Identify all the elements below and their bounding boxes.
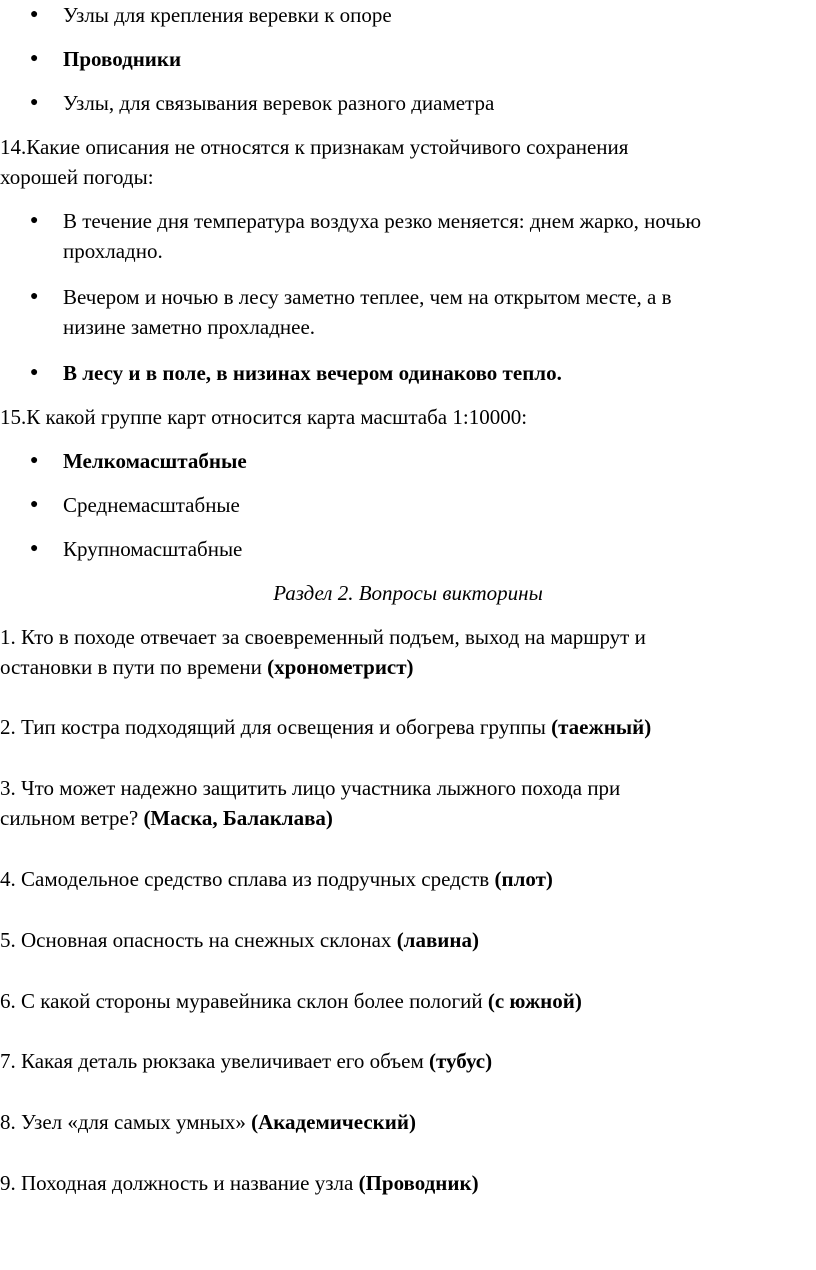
bullet-dot: ● [30, 497, 39, 512]
quiz-8-text: 8. Узел «для самых умных» [0, 1110, 252, 1134]
quiz-8 [0, 1107, 416, 1137]
option-line: прохладно. [63, 239, 163, 263]
quiz-9-text: 9. Походная должность и название узла [0, 1171, 359, 1195]
quiz-3-line1: 3. Что может надежно защитить лицо участника лыжного похода при [0, 776, 621, 800]
option-line: Вечером и ночью в лесу заметно теплее, чем на открытом месте, а в [63, 285, 672, 309]
question-14-line1: 14.Какие описания не относятся к признакам устойчивого сохранения [0, 135, 629, 159]
option-line: низине заметно прохладнее. [63, 315, 316, 339]
quiz-4-text: 4. Самодельное средство сплава из подручных средств [0, 867, 495, 891]
quiz-2-answer: (таежный) [551, 715, 652, 739]
quiz-3-answer: (Маска, Балаклава) [143, 806, 333, 830]
bullet-dot: ● [30, 289, 39, 304]
bullet-dot: ● [30, 541, 39, 556]
quiz-1-answer: (хронометрист) [267, 655, 414, 679]
quiz-5-answer: (лавина) [396, 928, 479, 952]
quiz-6-text: 6. С какой стороны муравейника склон более пологий [0, 989, 488, 1013]
quiz-5 [0, 925, 479, 955]
section-title: Раздел 2. Вопросы викторины [273, 581, 543, 605]
list-item: Узлы для крепления веревки к опоре [63, 3, 392, 27]
quiz-1-line1: 1. Кто в походе отвечает за своевременный подъем, выход на маршрут и [0, 625, 646, 649]
quiz-9 [0, 1168, 479, 1198]
quiz-3-line2 [0, 803, 333, 833]
quiz-9-answer: (Проводник) [358, 1171, 479, 1195]
quiz-2-text: 2. Тип костра подходящий для освещения и обогрева группы [0, 715, 552, 739]
option: Крупномасштабные [63, 537, 243, 561]
quiz-6-answer: (с южной) [487, 989, 582, 1013]
quiz-7-answer: (тубус) [428, 1049, 493, 1073]
quiz-4 [0, 864, 553, 894]
option: Среднемасштабные [63, 493, 240, 517]
list-item: Узлы, для связывания веревок разного диаметра [63, 91, 495, 115]
quiz-8-answer: (Академический) [251, 1110, 416, 1134]
bullet-dot: ● [30, 95, 39, 110]
bullet-dot: ● [30, 7, 39, 22]
option-line: В течение дня температура воздуха резко меняется: днем жарко, ночью [63, 209, 702, 233]
question-15: 15.К какой группе карт относится карта масштаба 1:10000: [0, 405, 528, 429]
quiz-1-text: остановки в пути по времени [0, 655, 268, 679]
bullet-dot: ● [30, 51, 39, 66]
quiz-6 [0, 986, 582, 1016]
option-bold: Мелкомасштабные [63, 449, 247, 473]
quiz-2 [0, 712, 651, 742]
bullet-dot: ● [30, 365, 39, 380]
quiz-7-text: 7. Какая деталь рюкзака увеличивает его объем [0, 1049, 429, 1073]
bullet-dot: ● [30, 213, 39, 228]
list-item-bold: Проводники [63, 47, 182, 71]
quiz-3-text: сильном ветре? [0, 806, 144, 830]
quiz-7 [0, 1046, 492, 1076]
quiz-5-text: 5. Основная опасность на снежных склонах [0, 928, 397, 952]
quiz-1-line2 [0, 652, 414, 682]
option-line-bold: В лесу и в поле, в низинах вечером одинаково тепло. [63, 361, 562, 385]
bullet-dot: ● [30, 453, 39, 468]
quiz-4-answer: (плот) [494, 867, 553, 891]
question-14-line2: хорошей погоды: [0, 165, 154, 189]
